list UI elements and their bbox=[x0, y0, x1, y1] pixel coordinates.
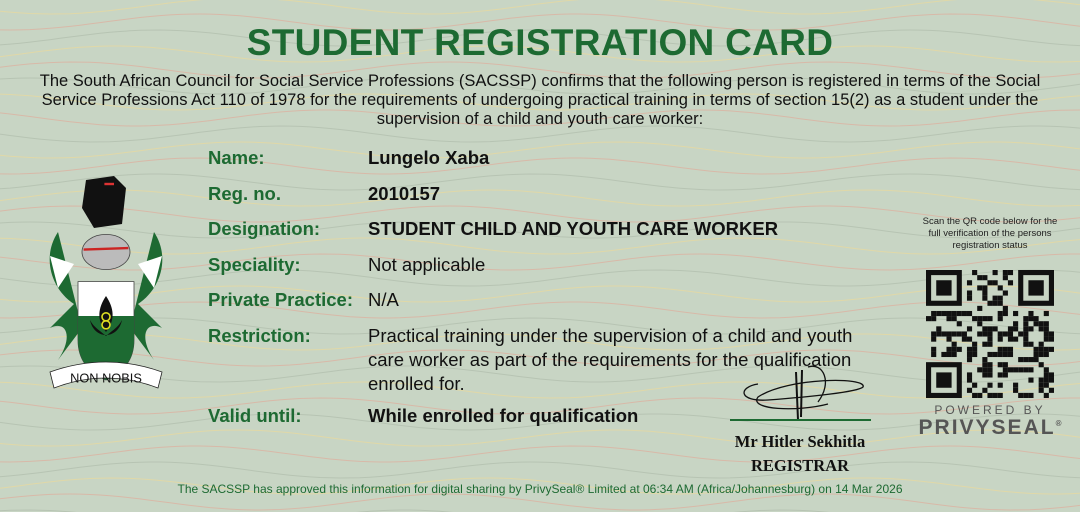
field-label: Reg. no. bbox=[208, 183, 281, 204]
registrar-name: Mr Hitler Sekhitla bbox=[734, 432, 866, 451]
field-label: Valid until: bbox=[208, 405, 302, 426]
privyseal-logo bbox=[918, 416, 1062, 440]
verification-qr-code[interactable] bbox=[926, 270, 1054, 398]
field-value: Not applicable bbox=[368, 254, 486, 275]
field-label: Designation: bbox=[208, 218, 321, 239]
privyseal-brand: PRIVYSEAL bbox=[918, 416, 1056, 439]
powered-by-label: POWERED BY bbox=[934, 403, 1046, 417]
field-value: 2010157 bbox=[368, 183, 441, 204]
field-value: While enrolled for qualification bbox=[368, 405, 639, 426]
field-value: N/A bbox=[368, 289, 399, 310]
card-title: STUDENT REGISTRATION CARD bbox=[246, 22, 834, 63]
field-label: Private Practice: bbox=[208, 289, 354, 310]
registrar-signature bbox=[728, 362, 873, 424]
field-value: Lungelo Xaba bbox=[368, 147, 490, 168]
crest-motto: NON NOBIS bbox=[70, 370, 142, 386]
field-value: Practical training under the supervision of a child and youth care worker as part of the requirements for the qualification enrolled for. bbox=[368, 325, 853, 394]
field-label: Speciality: bbox=[208, 254, 301, 275]
field-label: Restriction: bbox=[208, 325, 311, 346]
footer-note: The SACSSP has approved this information for digital sharing by PrivySeal® Limited at 06:34 AM (Africa/Johannesburg) on 14 Mar 2026 bbox=[177, 482, 903, 496]
registrar-title: REGISTRAR bbox=[750, 456, 850, 475]
field-label: Name: bbox=[208, 147, 265, 168]
coat-of-arms-logo bbox=[26, 150, 186, 410]
qr-instruction: Scan the QR code below for the full verification of the persons registration status bbox=[922, 216, 1058, 251]
field-value: STUDENT CHILD AND YOUTH CARE WORKER bbox=[368, 218, 779, 239]
registered-mark: ® bbox=[1055, 419, 1062, 428]
intro-text: The South African Council for Social Service Professions (SACSSP) confirms that the following person is registered in terms of the Social Service Professions Act 110 of 1978 for the requirements of undergoing practical training in terms of section 15(2) as a student under the supervision of a child and youth care worker: bbox=[39, 72, 1041, 128]
